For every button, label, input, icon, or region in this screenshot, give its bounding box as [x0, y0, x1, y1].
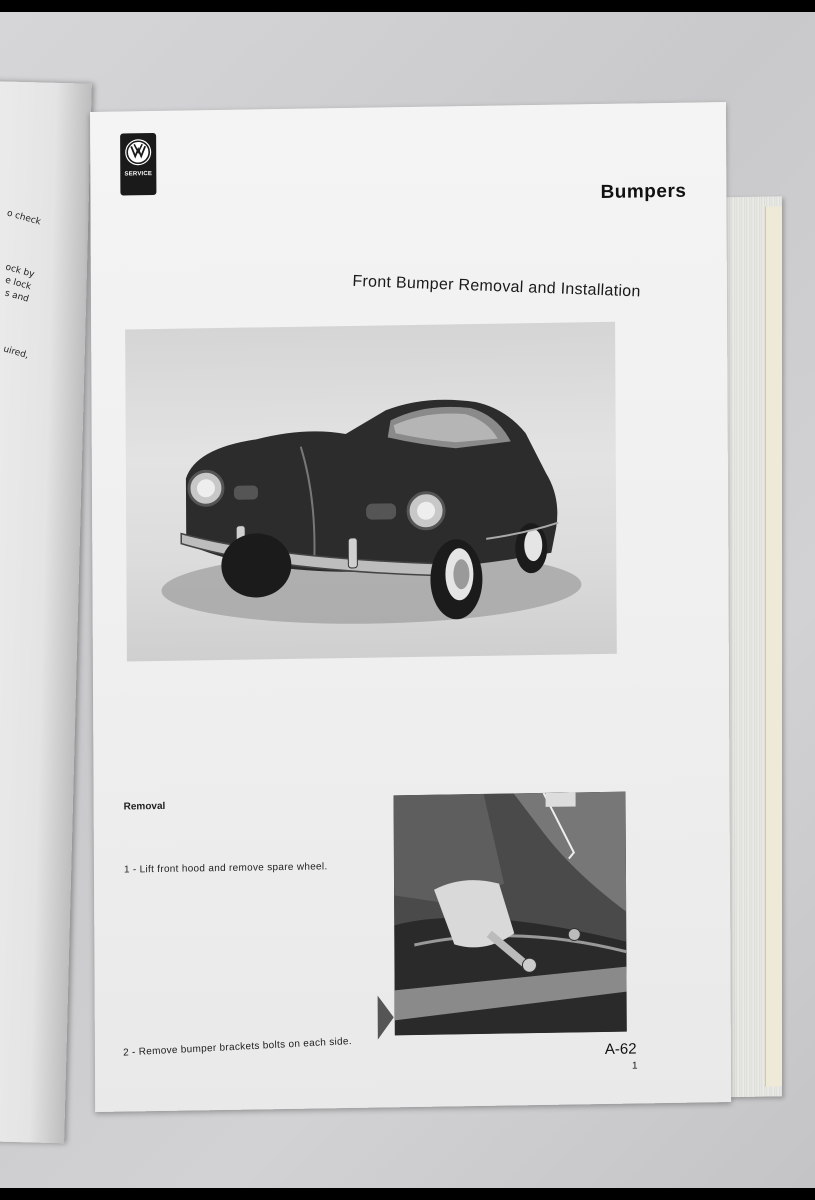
step-2-text: 2 - Remove bumper brackets bolts on each side. [122, 1036, 353, 1059]
step-1-text: 1 - Lift front hood and remove spare wheel. [123, 861, 328, 876]
manual-page [90, 102, 731, 1112]
page-subtitle: Front Bumper Removal and Installation [352, 272, 642, 301]
scene-background [0, 12, 815, 1188]
left-page-text: e lock [3, 275, 33, 293]
vw-icon [125, 139, 151, 165]
page-number: A-62 [604, 1040, 637, 1059]
left-page-text: uired, [2, 344, 30, 362]
left-page-text: ock by [4, 262, 36, 281]
logo-text: SERVICE [124, 171, 153, 178]
vw-service-logo [120, 133, 156, 196]
previous-page [0, 81, 92, 1144]
removal-heading: Removal [123, 800, 166, 813]
page-edge-cream [765, 206, 782, 1086]
left-page-text: s and [3, 288, 30, 305]
section-title: Bumpers [600, 180, 687, 203]
arrow-indicator-icon [378, 995, 394, 1039]
car-photo [125, 322, 617, 662]
bumper-bolt-photo [394, 792, 627, 1036]
page-sub-number: 1 [631, 1060, 638, 1072]
left-page-text: o check [5, 208, 42, 228]
